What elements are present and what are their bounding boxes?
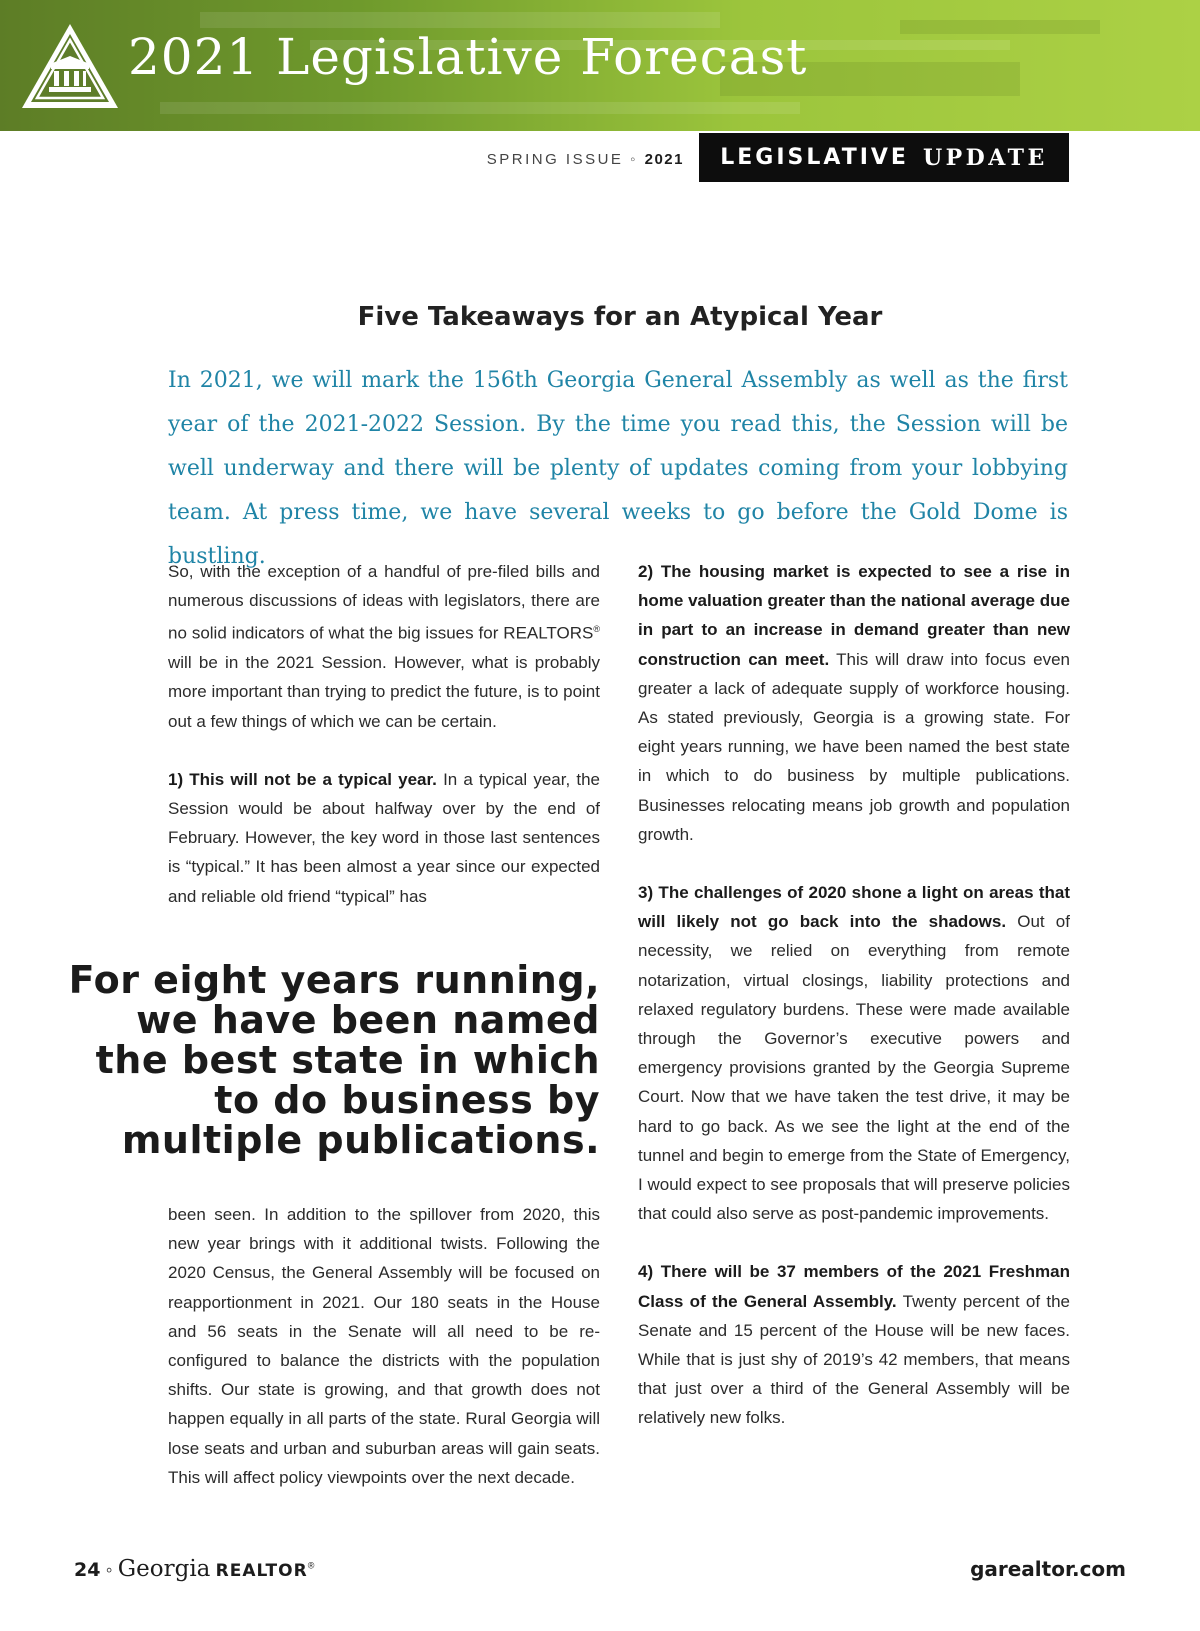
point-3-paragraph — [638, 878, 1070, 1228]
point-2-text: This will draw into focus even greater a lack of adequate supply of workforce housing. As stated previously, Georgia is a growing state. For eight years running, we have been named the best state in which to do business by multiple publications. Businesses relocating means job growth and population growth. — [638, 649, 1070, 844]
pull-quote: For eight years running, we have been named the best state in which to do business by multiple publications. — [68, 958, 600, 1162]
footer-separator: ◦ — [105, 1560, 113, 1581]
point-4-text: Twenty percent of the Senate and 15 percent of the House will be new faces. While that is just shy of 2019’s 42 members, that means that just over a third of the General Assembly will be relatively new folks. — [638, 1291, 1070, 1428]
issue-line — [487, 151, 684, 168]
decorative-stripe — [160, 102, 800, 114]
magazine-name-georgia: Georgia — [117, 1556, 211, 1582]
point-4-paragraph — [638, 1257, 1070, 1432]
website-link[interactable]: garealtor.com — [970, 1557, 1126, 1581]
point-2-lead: 2) The housing market is expected to see a rise in home valuation greater than the national average due in part to an increase in demand greater than new construction can meet. — [638, 562, 1070, 669]
article-title: Five Takeaways for an Atypical Year — [357, 302, 883, 332]
capitol-building-icon — [18, 20, 122, 112]
footer-folio: 24 ◦ Georgia REALTOR® — [74, 1556, 315, 1582]
point-1-continued: been seen. In addition to the spillover from 2020, this new year brings with it additional twists. Following the 2020 Census, the General Assembly will be focused on reapportionment in 2021. Our 180 seats in the House and 56 seats in the Senate will all need to be re-configured to balance the districts with the population shifts. Our state is growing, and that growth does not happen equally in all parts of the state. Rural Georgia will lose seats and urban and suburban areas will gain seats. This will affect policy viewpoints over the next decade. — [168, 1205, 600, 1487]
magazine-name-realtor: REALTOR — [215, 1561, 308, 1581]
issue-separator: ◦ — [630, 151, 638, 168]
left-column-bottom — [168, 1200, 600, 1521]
point-1-text: In a typical year, the Session would be about halfway over by the end of February. However, the key word in those last sentences is “typical.” It has been almost a year since our expected and reliable old friend “typical” has — [168, 769, 600, 906]
point-2-paragraph — [638, 557, 1070, 849]
left-column-top — [168, 557, 600, 940]
intro-paragraph: So, with the exception of a handful of pre-filed bills and numerous discussions of ideas with legislators, there are no solid indicators of what the big issues for REALTORS® will be in the 2021 Session. However, what is probably more important than trying to predict the future, is to point out a few things of which we can be certain. — [168, 562, 600, 731]
point-1-lead: 1) This will not be a typical year. — [168, 769, 437, 789]
decorative-stripe — [900, 20, 1100, 34]
point-3-lead: 3) The challenges of 2020 shone a light on areas that will likely not go back into the shadows. — [638, 883, 1070, 932]
header-title: 2021 Legislative Forecast — [128, 28, 808, 86]
point-4-lead: 4) There will be 37 members of the 2021 Freshman Class of the General Assembly. — [638, 1262, 1070, 1311]
header-band — [0, 0, 1200, 131]
section-badge-word2: UPDATE — [922, 144, 1048, 171]
right-column — [638, 557, 1070, 1462]
page-number: 24 — [74, 1559, 101, 1581]
point-1-paragraph — [168, 765, 600, 911]
issue-year: 2021 — [644, 151, 684, 168]
article-deck: In 2021, we will mark the 156th Georgia General Assembly as well as the first year of the 2021-2022 Session. By the time you read this, the Session will be well underway and there will be plenty of updates coming from your lobbying team. At press time, we have several weeks to go before the Gold Dome is bustling. — [168, 368, 1068, 569]
section-badge-word1: LEGISLATIVE — [720, 145, 909, 170]
point-3-text: Out of necessity, we relied on everything from remote notarization, virtual closings, liability protections and relaxed regulatory burdens. These were made available through the Governor’s executive powers and emergency provisions granted by the Georgia Supreme Court. Now that we have taken the test drive, it may be hard to go back. As we see the light at the end of the tunnel and begin to emerge from the State of Emergency, I would expect to see proposals that will preserve policies that could also serve as post-pandemic improvements. — [638, 912, 1070, 1224]
issue-label: SPRING ISSUE — [486, 151, 624, 168]
section-badge — [699, 133, 1069, 182]
decorative-stripe — [200, 12, 720, 28]
